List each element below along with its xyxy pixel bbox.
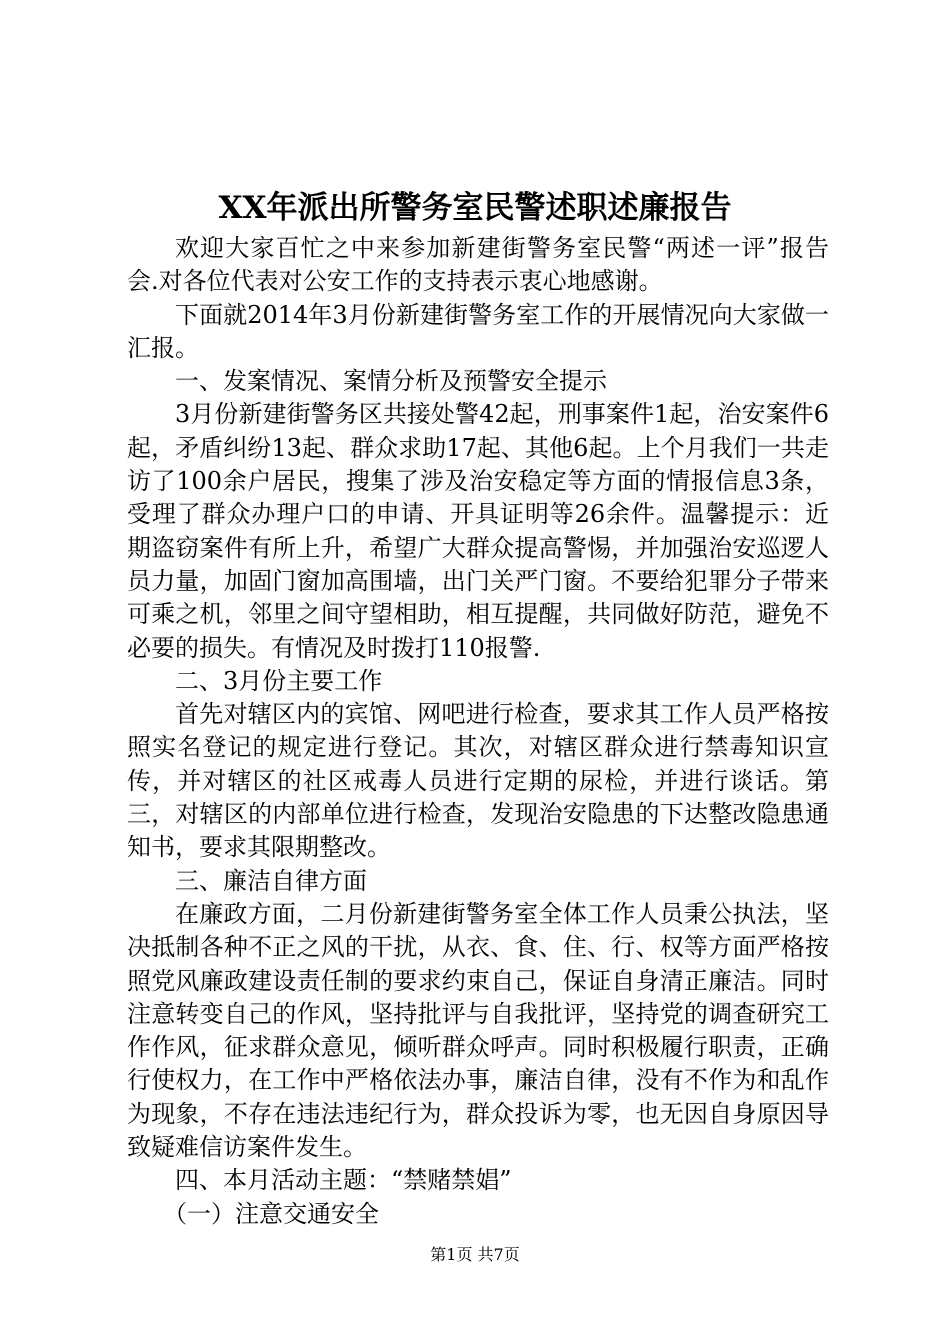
section-heading-4: 四、本月活动主题：“禁赌禁娼” [175, 1166, 512, 1195]
paragraph-case-stats: 3月份新建街警务区共接处警42起，刑事案件1起，治安案件6起，矛盾纠纷13起、群众求助17起、其他6起。上个月我们一共走访了100余户居民，搜集了涉及治安稳定等方面的情报信息3条，受理了群众办理户口的申请、开具证明等26余件。温馨提示：近期盗窃案件有所上升，希望广大群众提高警惕，并加强治安巡逻人员力量，加固门窗加高围墙，出门关严门窗。不要给犯罪分子带来可乘之机，邻里之间守望相助，相互提醒，共同做好防范，避免不必要的损失。有情况及时拨打110报警. [127, 400, 829, 662]
section-heading-3: 三、廉洁自律方面 [175, 866, 367, 895]
paragraph-main-work: 首先对辖区内的宾馆、网吧进行检查，要求其工作人员严格按照实名登记的规定进行登记。其次，对辖区群众进行禁毒知识宣传，并对辖区的社区戒毒人员进行定期的尿检，并进行谈话。第三，对辖区的内部单位进行检查，发现治安隐患的下达整改隐患通知书，要求其限期整改。 [127, 700, 829, 862]
document-body [127, 232, 829, 1231]
section-heading-2: 二、3月份主要工作 [175, 666, 383, 695]
document-title: XX年派出所警务室民警述职述廉报告 [218, 190, 732, 226]
paragraph-integrity: 在廉政方面，二月份新建街警务室全体工作人员秉公执法，坚决抵制各种不正之风的干扰，从衣、食、住、行、权等方面严格按照党风廉政建设责任制的要求约束自己，保证自身清正廉洁。同时注意转变自己的作风，坚持批评与自我批评，坚持党的调查研究工作作风，征求群众意见，倾听群众呼声。同时积极履行职责，正确行使权力，在工作中严格依法办事，廉洁自律，没有不作为和乱作为现象，不存在违法违纪行为，群众投诉为零，也无因自身原因导致疑难信访案件发生。 [127, 899, 829, 1162]
paragraph-intro: 下面就2014年3月份新建街警务室工作的开展情况向大家做一汇报。 [127, 300, 829, 362]
section-heading-1: 一、发案情况、案情分析及预警安全提示 [175, 367, 607, 396]
subsection-heading-1: （一）注意交通安全 [163, 1199, 379, 1228]
page-footer: 第1页 共7页 [430, 1245, 520, 1264]
paragraph-welcome: 欢迎大家百忙之中来参加新建街警务室民警“两述一评”报告会.对各位代表对公安工作的支持表示衷心地感谢。 [127, 234, 829, 296]
